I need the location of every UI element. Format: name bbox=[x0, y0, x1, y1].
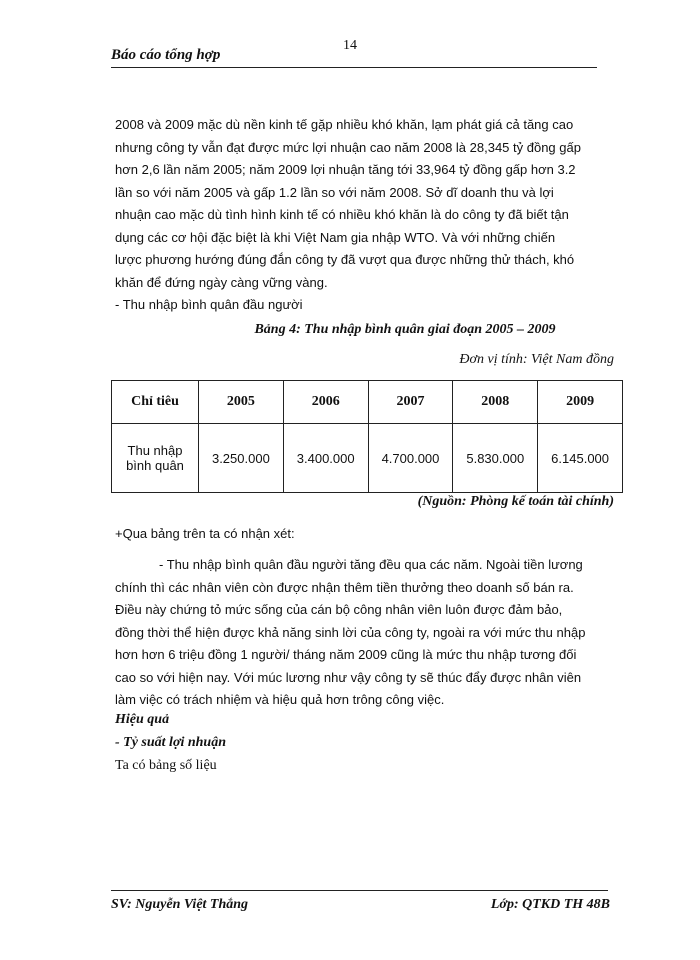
table-header-year: 2008 bbox=[453, 381, 538, 424]
table-cell: 4.700.000 bbox=[368, 424, 453, 493]
header-rule bbox=[111, 67, 597, 68]
table-cell: 6.145.000 bbox=[538, 424, 623, 493]
table-header-year: 2009 bbox=[538, 381, 623, 424]
table-row bbox=[112, 424, 623, 493]
table-row-label bbox=[112, 424, 199, 493]
paragraph-line: lần so với năm 2005 và gấp 1.2 lần so với năm 2008. Sở dĩ doanh thu và lợi bbox=[115, 184, 554, 200]
paragraph-line: hơn 2,6 lần năm 2005; năm 2009 lợi nhuận tăng tới 33,964 tỷ đồng gấp hơn 3.2 bbox=[115, 162, 576, 177]
row-label-line: bình quân bbox=[126, 458, 184, 473]
paragraph-line: - Thu nhập bình quân đầu người tăng đều qua các năm. Ngoài tiền lương bbox=[159, 557, 583, 572]
paragraph-line: chính thì các nhân viên còn được nhận thêm tiền thưởng theo doanh số bán ra. bbox=[115, 579, 574, 595]
paragraph-line: đồng thời thể hiện được khả năng sinh lời của công ty, ngoài ra với mức thu nhập bbox=[115, 624, 586, 640]
table-header-year: 2007 bbox=[368, 381, 453, 424]
table-header-cell: Chỉ tiêu bbox=[112, 381, 199, 424]
footer-class: Lớp: QTKD TH 48B bbox=[490, 897, 610, 912]
subsection-heading: - Tỷ suất lợi nhuận bbox=[115, 735, 226, 750]
table-header-year: 2005 bbox=[199, 381, 284, 424]
paragraph-line: Điều này chứng tỏ mức sống của cán bộ công nhân viên luôn được đảm bảo, bbox=[115, 602, 563, 617]
table-header-year: 2006 bbox=[283, 381, 368, 424]
table-header-row bbox=[112, 381, 623, 424]
paragraph-line: làm việc có trách nhiệm và hiệu quả hơn trông công việc. bbox=[115, 692, 445, 707]
table-cell: 3.250.000 bbox=[199, 424, 284, 493]
paragraph-line: hơn hơn 6 triệu đồng 1 người/ tháng năm 2009 cũng là mức thu nhập tương đối bbox=[115, 647, 577, 662]
table-source: (Nguồn: Phòng kế toán tài chính) bbox=[417, 494, 614, 509]
paragraph-line: khăn để đứng ngày càng vững vàng. bbox=[115, 274, 328, 290]
paragraph-line: nhưng công ty vẫn đạt được mức lợi nhuận cao năm 2008 là 28,345 tỷ đồng gấp bbox=[115, 139, 581, 155]
paragraph-line: nhuận cao mặc dù tình hình kinh tế có nhiều khó khăn là do công ty đã biết tận bbox=[115, 207, 569, 222]
closing-text: Ta có bảng số liệu bbox=[115, 758, 217, 773]
section-heading: Hiệu quả bbox=[115, 712, 170, 727]
paragraph-profit bbox=[115, 114, 613, 294]
paragraph-line: 2008 và 2009 mặc dù nền kinh tế gặp nhiều khó khăn, lạm phát giá cả tăng cao bbox=[115, 117, 574, 132]
table-unit: Đơn vị tính: Việt Nam đồng bbox=[459, 352, 614, 367]
paragraph-line: cao so với hiện nay. Với múc lương như vậy công ty sẽ thúc đẩy được nhân viên bbox=[115, 669, 582, 685]
bullet-income: - Thu nhập bình quân đầu người bbox=[115, 297, 303, 312]
table-cell: 5.830.000 bbox=[453, 424, 538, 493]
page-number: 14 bbox=[343, 38, 357, 53]
paragraph-line: dụng các cơ hội đặc biệt là khi Việt Nam gia nhập WTO. Và với những chiến bbox=[115, 229, 556, 245]
income-table bbox=[111, 380, 623, 493]
footer-rule bbox=[111, 890, 608, 891]
remark-intro: +Qua bảng trên ta có nhận xét: bbox=[115, 526, 295, 541]
row-label-line: Thu nhập bbox=[127, 443, 183, 458]
footer-student: SV: Nguyễn Việt Thắng bbox=[111, 897, 249, 912]
paragraph-line: lược phương hướng đúng đắn công ty đã vượt qua được những thử thách, khó bbox=[115, 252, 575, 267]
table-cell: 3.400.000 bbox=[283, 424, 368, 493]
table-caption: Bảng 4: Thu nhập bình quân giai đoạn 2005 – 2009 bbox=[254, 322, 556, 337]
paragraph-remarks bbox=[115, 554, 613, 712]
header-title: Báo cáo tổng hợp bbox=[111, 47, 221, 63]
